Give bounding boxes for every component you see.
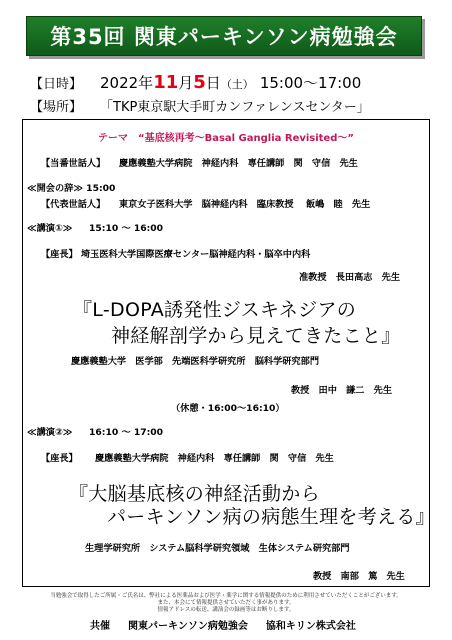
chair2-label: 【座長】 [41, 453, 78, 464]
lecture1-title-line2: 神経解剖学から見えてきたこと』 [111, 325, 401, 347]
chair1-org: 埼玉医科大学国際医療センター脳神経内科・脳卒中内科 [81, 249, 311, 260]
title-banner [26, 16, 422, 56]
footnote-line1: 当勉強会で取得したご所属・ご氏名は、弊社による医薬品および医学・薬学に関する情報提供のために利用させていただくことがございます。 [50, 593, 402, 599]
lecture2-title-line2: パーキンソン病の病態生理を考える』 [107, 506, 435, 528]
event-title: 第35回 関東パーキンソン病勉強会 [50, 25, 398, 49]
lecture2-label: ≪講演②≫ [27, 427, 73, 438]
rep-label: 【代表世話人】 [41, 199, 106, 210]
lecture1-title-line1: 『L-DOPA誘発性ジスキネジアの [73, 299, 357, 321]
date-year: 2022年 [100, 74, 154, 92]
sponsor-1: 関東パーキンソン病勉強会 [128, 621, 248, 632]
lecture1-label: ≪講演①≫ [27, 223, 73, 234]
place-row [30, 96, 370, 115]
speaker1-org: 慶應義塾大学 医学部 先端医科学研究所 脳科学研究部門 [71, 356, 320, 367]
opening: ≪開会の辞≫ 15:00 [27, 183, 116, 194]
rep-value: 東京女子医科大学 脳神経内科 臨床教授 飯嶋 睦 先生 [119, 199, 371, 210]
break-time: （休憩・16:00～16:10） [171, 403, 285, 414]
sponsor-2: 協和キリン株式会社 [265, 621, 356, 632]
place-label: 【場所】 [30, 100, 83, 115]
date-day-suffix: 日 [205, 74, 221, 92]
lecture1-time: 15:10 ～ 16:00 [89, 223, 164, 234]
chair1-name: 准教授 長田高志 先生 [299, 272, 401, 283]
speaker2-name: 教授 南部 篤 先生 [313, 571, 405, 582]
chair1-label: 【座長】 [41, 249, 78, 260]
footnote-line3: 情報アドレスの転送、講演会の録画等はお断りします。 [157, 607, 295, 613]
date-day: 5 [193, 72, 206, 93]
date-weekday: （土） [220, 78, 254, 91]
sponsor-row [90, 617, 374, 632]
lecture2-title-line1: 『大脳基底核の神経活動から [69, 483, 320, 505]
lecture2-time: 16:10 ～ 17:00 [89, 427, 164, 438]
sponsor-label: 共催 [90, 621, 110, 632]
speaker2-org: 生理学研究所 システム脳科学研究領域 生体システム研究部門 [85, 543, 350, 554]
speaker1-name: 教授 田中 謙二 先生 [291, 385, 393, 396]
date-month: 11 [153, 72, 179, 93]
host-value: 慶應義塾大学病院 神経内科 専任講師 関 守信 先生 [119, 158, 358, 169]
place-value: 「TKP東京駅大手町カンファレンスセンター」 [100, 100, 370, 115]
footnote-line2: また、本会にて情報提供させていただく事があります。 [157, 600, 295, 606]
date-label: 【日時】 [30, 77, 83, 92]
program-box [22, 119, 435, 587]
host-label: 【当番世話人】 [41, 158, 106, 169]
date-row [30, 72, 361, 93]
theme: テーマ “基底核再考～Basal Ganglia Revisited～” [98, 133, 354, 144]
date-time: 15:00～17:00 [259, 74, 362, 92]
chair2-value: 慶應義塾大学病院 神経内科 専任講師 関 守信 先生 [95, 453, 334, 464]
date-month-suffix: 月 [178, 74, 194, 92]
